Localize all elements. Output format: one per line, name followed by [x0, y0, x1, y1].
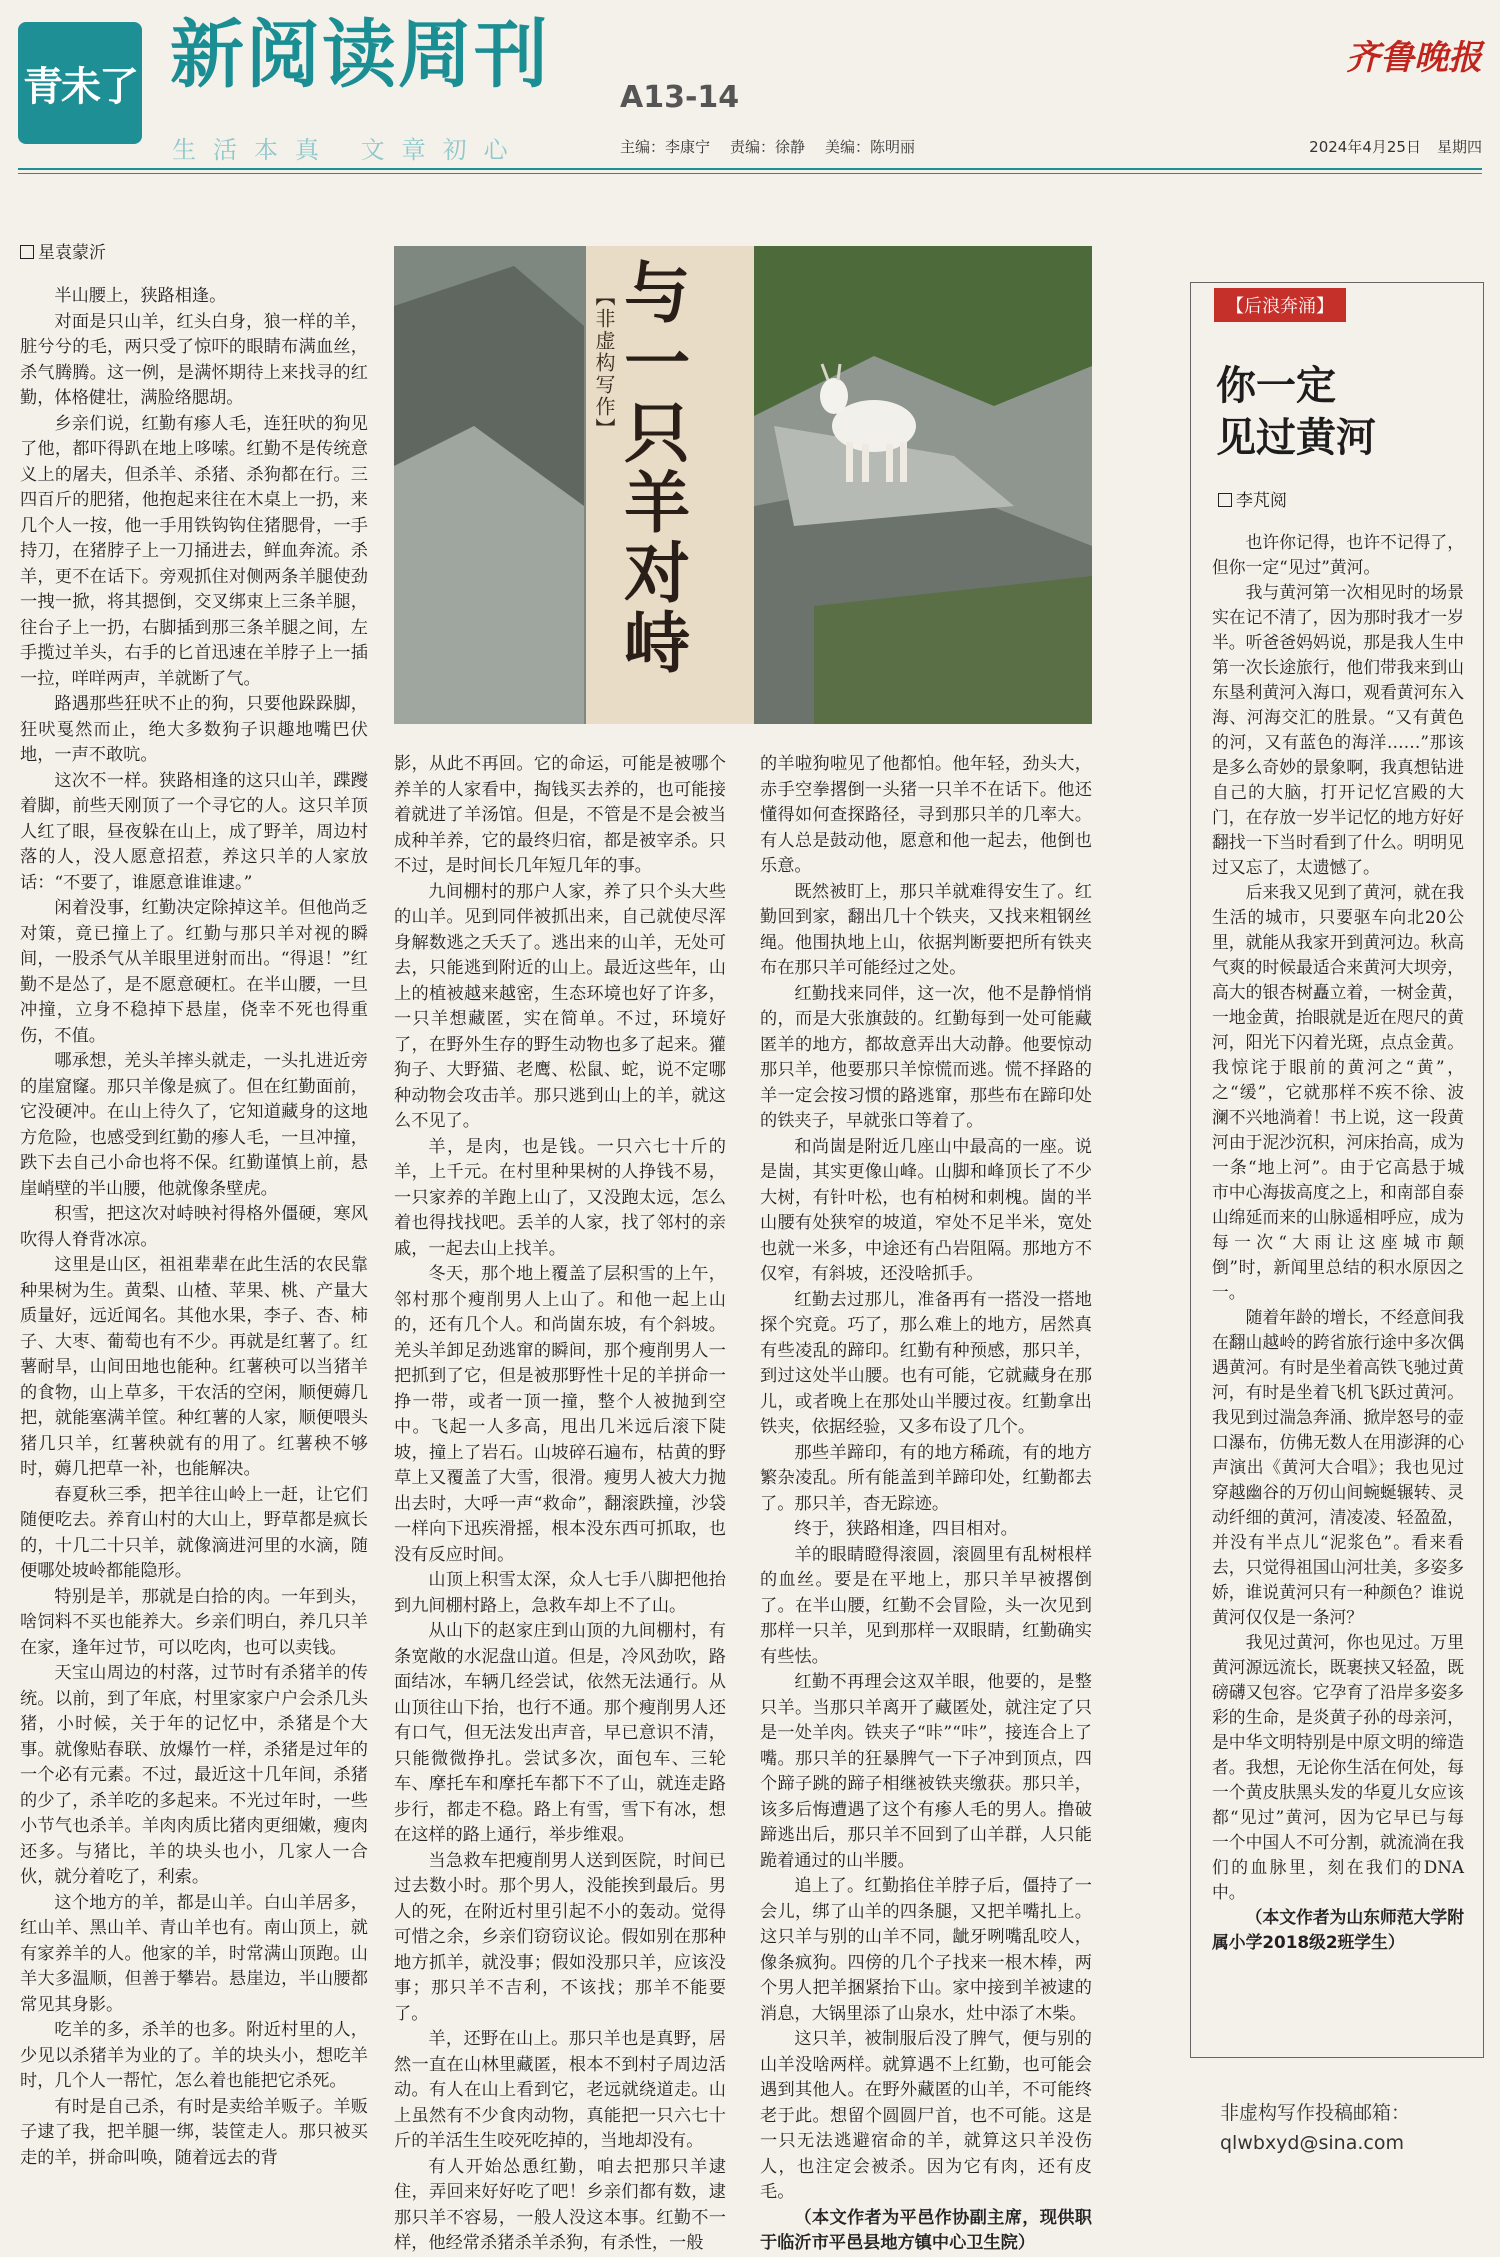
- main-column-1: [20, 284, 368, 2184]
- paragraph: 春夏秋三季，把羊往山岭上一赶，让它们随便吃去。养育山村的大山上，野草都是疯长的，十几二十只羊，就像滴进河里的水滴，随便哪处坡岭都能隐形。: [20, 1484, 368, 1581]
- brand-logo: 齐鲁晚报: [1346, 38, 1482, 78]
- credit-art-editor: 美编：陈明丽: [825, 138, 916, 156]
- paragraph: 我与黄河第一次相见时的场景实在记不清了，因为那时我才一岁半。听爸爸妈妈说，那是我人生中第一次长途旅行，他们带我来到山东垦利黄河入海口，观看黄河东入海、河海交汇的胜景。“又有黄色的河，又有蓝色的海洋……”那该是多么奇妙的景象啊，我真想钻进自己的大脑，打开记忆宫殿的大门，在存放一岁半记忆的地方好好翻找一下当时看到了什么。明明见过又忘了，太遗憾了。: [1212, 582, 1464, 877]
- credit-editor: 责编：徐静: [730, 138, 806, 156]
- paragraph: 对面是只山羊，红头白身，狼一样的羊，脏兮兮的毛，两只受了惊吓的眼睛布满血丝，杀气腾腾。这一例，是满怀期待上来找寻的红勤，体格健壮，满脸络腮胡。: [20, 311, 368, 408]
- issue-number: A13-14: [620, 80, 740, 115]
- paragraph: 追上了。红勤掐住羊脖子后，僵持了一会儿，绑了山羊的四条腿，又把羊嘴扎上。这只羊与别的山羊不同，龇牙咧嘴乱咬人，像条疯狗。四傍的几个子找来一根木棒，两个男人把羊捆紧抬下山。家中接到羊被逮的消息，大锅里添了山泉水，灶中添了木柴。: [760, 1876, 1092, 2024]
- header-rule-thin: [18, 173, 1482, 174]
- paragraph: 我见过黄河，你也见过。万里黄河源远流长，既裹挟又轻盈，既磅礴又包容。它孕育了沿岸多姿多彩的生命，是炎黄子孙的母亲河，是中华文明特别是中原文明的缔造者。我想，无论你生活在何处，每一个黄皮肤黑头发的华夏儿女应该都“见过”黄河，因为它早已与每一个中国人不可分割，就流淌在我们的血脉里，刻在我们的DNA中。: [1212, 1632, 1464, 1902]
- paragraph: 羊的眼睛瞪得滚圆，滚圆里有乱树根样的血丝。要是在平地上，那只羊早被撂倒了。在半山腰，红勤不会冒险，头一次见到那样一只羊，见到那样一双眼睛，红勤确实有些怯。: [760, 1544, 1092, 1667]
- logo: 青未了: [18, 22, 142, 144]
- paragraph: 当急救车把瘦削男人送到医院，时间已过去数小时。那个男人，没能挨到最后。男人的死，在附近村里引起不小的轰动。觉得可惜之余，乡亲们窃窃议论。假如别在那种地方抓羊，就没事；假如没那只羊，应该没事；那只羊不吉利，不该找；那羊不能要了。: [394, 1850, 726, 2024]
- paragraph: 羊，是肉，也是钱。一只六七十斤的羊，上千元。在村里种果树的人挣钱不易，一只家养的羊跑上山了，又没跑太远，怎么着也得找找吧。丢羊的人家，找了邻村的亲戚，一起去山上找羊。: [394, 1136, 726, 1259]
- submission-info: [1220, 2098, 1410, 2158]
- paragraph: 红勤去过那儿，准备再有一搭没一搭地探个究竟。巧了，那么难上的地方，居然真有些凌乱的蹄印。红勤有种预感，那只羊，到过这处半山腰。也有可能，它就藏身在那儿，或者晚上在那处山半腰过夜。红勤拿出铁夹，依据经验，又多布设了几个。: [760, 1289, 1092, 1437]
- paragraph: 后来我又见到了黄河，就在我生活的城市，只要驱车向北20公里，就能从我家开到黄河边。秋高气爽的时候最适合来黄河大坝旁，高大的银杏树矗立着，一树金黄，一地金黄，抬眼就是近在咫尺的黄河，阳光下闪着光斑，点点金黄。我惊诧于眼前的黄河之“黄”，之“缓”，它就那样不疾不徐、波澜不兴地淌着！书上说，这一段黄河由于泥沙沉积，河床抬高，成为一条“地上河”。由于它高悬于城市中心海拔高度之上，和南部自泰山绵延而来的山脉遥相呼应，成为每一次“大雨让这座城市颠倒”时，新闻里总结的积水原因之一。: [1212, 882, 1464, 1302]
- paragraph: 有人开始怂恿红勤，咱去把那只羊逮住，弄回来好好吃了吧！乡亲们都有数，逮那只羊不容易，一般人没这本事。红勤不一样，他经常杀猪杀羊杀狗，有杀性，一般: [394, 2156, 726, 2253]
- paragraph: 影，从此不再回。它的命运，可能是被哪个养羊的人家看中，掏钱买去养的，也可能接着就进了羊汤馆。但是，不管是不是会被当成种羊养，它的最终归宿，都是被宰杀。只不过，是时间长几年短几年的事。: [394, 754, 726, 876]
- main-author: 星袁蒙沂: [38, 243, 106, 263]
- paragraph: 红勤不再理会这双羊眼，他要的，是整只羊。当那只羊离开了藏匿处，就注定了只是一处羊肉。铁夹子“咔”“咔”，接连合上了嘴。那只羊的狂暴脾气一下子冲到顶点，四个蹄子跳的蹄子相继被铁夹缴获。那只羊，该多后悔遭遇了这个有瘆人毛的男人。撸破蹄逃出后，那只羊不回到了山羊群，人只能跪着通过的山半腰。: [760, 1672, 1092, 1871]
- paragraph: 也许你记得，也许不记得了，但你一定“见过”黄河。: [1212, 532, 1464, 577]
- main-byline: [20, 238, 106, 263]
- paragraph: 既然被盯上，那只羊就难得安生了。红勤回到家，翻出几十个铁夹，又找来粗钢丝绳。他围执地上山，依据判断要把所有铁夹布在那只羊可能经过之处。: [760, 881, 1092, 978]
- paragraph: 特别是羊，那就是白拾的肉。一年到头，啥饲料不买也能养大。乡亲们明白，养几只羊在家，逢年过节，可以吃肉，也可以卖钱。: [20, 1586, 368, 1658]
- paragraph: 路遇那些狂吠不止的狗，只要他跺跺脚，狂吠戛然而止，绝大多数狗子识趣地嘴巴伏地，一声不敢吭。: [20, 694, 368, 765]
- paragraph: 和尚崮是附近几座山中最高的一座。说是崮，其实更像山峰。山脚和峰顶长了不少大树，有针叶松，也有柏树和刺槐。崮的半山腰有处狭窄的坡道，窄处不足半米，宽处也就一米多，中途还有凸岩阻隔。那地方不仅窄，有斜坡，还没啥抓手。: [760, 1136, 1092, 1284]
- paragraph: 这个地方的羊，都是山羊。白山羊居多，红山羊、黑山羊、青山羊也有。南山顶上，就有家养羊的人。他家的羊，时常满山顶跑。山羊大多温顺，但善于攀岩。悬崖边，半山腰都常见其身影。: [20, 1892, 368, 2015]
- main-column-2: [394, 752, 726, 2253]
- paragraph: 积雪，把这次对峙映衬得格外僵硬，寒风吹得人脊背冰凉。: [20, 1204, 368, 1250]
- credit-chief-editor: 主编：李康宁: [620, 138, 711, 156]
- paragraph: 吃羊的多，杀羊的也多。附近村里的人，少见以杀猪羊为业的了。羊的块头小，想吃羊时，几个人一帮忙，怎么着也能把它杀死。: [20, 2020, 368, 2091]
- date-line: [1309, 136, 1482, 157]
- header-rule: [18, 168, 1482, 170]
- paragraph: 有时是自己杀，有时是卖给羊贩子。羊贩子逮了我，把羊腿一绑，装筐走人。那只被买走的羊，拼命叫唤，随着远去的背: [20, 2096, 368, 2168]
- paragraph: 这只羊，被制服后没了脾气，便与别的山羊没啥两样。就算遇不上红勤，也可能会遇到其他人。在野外藏匿的山羊，不可能终老于此。想留个圆圆尸首，也不可能。这是一只无法逃避宿命的羊，就算这只羊没伤人，也注定会被杀。因为它有肉，还有皮毛。: [760, 2029, 1092, 2202]
- main-column-3: [760, 752, 1092, 2253]
- side-headline-line1: 你一定: [1216, 363, 1336, 409]
- byline-square-icon: [20, 245, 34, 259]
- side-column-tag: 【后浪奔涌】: [1214, 288, 1346, 322]
- paragraph: 冬天，那个地上覆盖了层积雪的上午，邻村那个瘦削男人上山了。和他一起上山的，还有几个人。和尚崮东坡，有个斜坡。羌头羊卸足劲逃窜的瞬间，那个瘦削男人一把抓到了它，但是被那野性十足的羊拼命一挣一带，或者一顶一撞，整个人被抛到空中。飞起一人多高，甩出几米远后滚下陡坡，撞上了岩石。山坡碎石遍布，枯黄的野草上又覆盖了大雪，很滑。瘦男人被大力抛出去时，大呼一声“救命”，翻滚跌撞，沙袋一样向下迅疾滑摇，根本没东西可抓取，也没有反应时间。: [394, 1264, 726, 1565]
- paragraph: 羊，还野在山上。那只羊也是真野，居然一直在山林里藏匿，根本不到村子周边活动。有人在山上看到它，老远就绕道走。山上虽然有不少食肉动物，真能把一只六七十斤的羊活生生咬死吃掉的，当地却没有。: [394, 2029, 726, 2151]
- paragraph: 从山下的赵家庄到山顶的九间棚村，有条宽敞的水泥盘山道。但是，冷风劲吹，路面结冰，车辆几经尝试，依然无法通行。从山顶往山下抬，也行不通。那个瘦削男人还有口气，但无法发出声音，早已意识不清，只能微微挣扎。尝试多次，面包车、三轮车、摩托车和摩托车都下不了山，就连走路步行，都走不稳。路上有雪，雪下有冰，想在这样的路上通行，举步维艰。: [394, 1621, 726, 1845]
- submission-label: 非虚构写作投稿邮箱：: [1220, 2102, 1411, 2124]
- submission-email[interactable]: qlwbxyd@sina.com: [1220, 2132, 1404, 2154]
- side-byline: [1218, 486, 1287, 511]
- paragraph: 半山腰上，狭路相逢。: [54, 286, 227, 306]
- paragraph: 终于，狭路相逢，四目相对。: [794, 1519, 1018, 1539]
- author-note: （本文作者为山东师范大学附属小学2018级2班学生）: [1212, 1907, 1464, 1952]
- paragraph: 山顶上积雪太深，众人七手八脚把他抬到九间棚村路上，急救车却上不了山。: [394, 1570, 726, 1616]
- editor-credits: [620, 136, 915, 157]
- paragraph: 这次不一样。狭路相逢的这只山羊，蹀躞着脚，前些天刚顶了一个寻它的人。这只羊顶人红了眼，昼夜躲在山上，成了野羊，周边村落的人，没人愿意招惹，养这只羊的人家放话：“不要了，谁愿意谁谁逮。”: [20, 770, 368, 893]
- paragraph: 九间棚村的那户人家，养了只个头大些的山羊。见到同伴被抓出来，自己就使尽浑身解数逃之夭夭了。逃出来的山羊，无处可去，只能逃到附近的山上。最近这些年，山上的植被越来越密，生态环境也好了许多，一只羊想藏匿，实在简单。不过，环境好了，在野外生存的野生动物也多了起来。獾狗子、大野猫、老鹰、松鼠、蛇，说不定哪种动物会攻击羊。那只逃到山上的羊，就这么不见了。: [394, 881, 726, 1131]
- paragraph: 乡亲们说，红勤有瘆人毛，连狂吠的狗见了他，都吓得趴在地上哆嗦。红勤不是传统意义上的屠夫，但杀羊、杀猪、杀狗都在行。三四百斤的肥猪，他抱起来往在木桌上一扔，来几个人一按，他一手用铁钩钩住猪腮骨，一手持刀，在猪脖子上一刀捅进去，鲜血奔流。杀羊，更不在话下。旁观抓住对侧两条羊腿使劲一拽一掀，将其摁倒，交叉绑束上三条羊腿，往台子上一扔，右脚插到那三条羊腿之间，左手揽过羊头，右手的匕首迅速在羊脖子上一插一拉，咩咩两声，羊就断了气。: [20, 413, 368, 689]
- paragraph: 红勤找来同伴，这一次，他不是静悄悄的，而是大张旗鼓的。红勤每到一处可能藏匿羊的地方，都故意弄出大动静。他要惊动那只羊，他要那只羊惊慌而逃。慌不择路的羊一定会按习惯的路逃窜，那些布在蹄印处的铁夹子，早就张口等着了。: [760, 983, 1092, 1131]
- paragraph: 的羊啦狗啦见了他都怕。他年轻，劲头大，赤手空拳撂倒一头猪一只羊不在话下。他还懂得如何查探路径，寻到那只羊的几率大。有人总是鼓动他，愿意和他一起去，他倒也乐意。: [760, 754, 1092, 876]
- masthead-title: 新阅读周刊: [170, 12, 550, 98]
- side-author: 李芃阅: [1236, 491, 1287, 511]
- paragraph: 闲着没事，红勤决定除掉这羊。但他尚乏对策，竟已撞上了。红勤与那只羊对视的瞬间，一股杀气从羊眼里迸射而出。“得退！”红勤不是怂了，是不愿意硬杠。在半山腰，一旦冲撞，立身不稳掉下悬崖，侥幸不死也得重伤，不值。: [20, 898, 368, 1046]
- main-headline: 与一只羊对峙: [612, 258, 690, 678]
- article-type-tag: 【非虚构写作】: [592, 286, 616, 440]
- slogan: 生活本真 文章初心: [172, 136, 525, 164]
- paragraph: 天宝山周边的村落，过节时有杀猪羊的传统。以前，到了年底，村里家家户户会杀几头猪，小时候，关于年的记忆中，杀猪是个大事。就像贴春联、放爆竹一样，杀猪是过年的一个必有元素。不过，最近这十几年间，杀猪的少了，杀羊吃的多起来。不光过年时，一些小节气也杀羊。羊肉肉质比猪肉更细嫩，瘦肉还多。与猪比，羊的块头也小，几家人一合伙，就分着吃了，利索。: [20, 1663, 368, 1887]
- side-headline: [1216, 360, 1376, 464]
- issue-date: 2024年4月25日: [1309, 138, 1421, 156]
- paragraph: 哪承想，羌头羊摔头就走，一头扎进近旁的崖窟窿。那只羊像是疯了。但在红勤面前，它没硬冲。在山上待久了，它知道藏身的这地方危险，也感受到红勤的瘆人毛，一旦冲撞，跌下去自己小命也将不保。红勤谨慎上前，悬崖峭壁的半山腰，他就像条壁虎。: [20, 1051, 368, 1199]
- byline-square-icon: [1218, 493, 1232, 507]
- issue-weekday: 星期四: [1436, 138, 1482, 156]
- paragraph: 这里是山区，祖祖辈辈在此生活的农民靠种果树为生。黄梨、山楂、苹果、桃、产量大质量好，远近闻名。其他水果，李子、杏、柿子、大枣、葡萄也有不少。再就是红薯了。红薯耐旱，山间田地也能种。红薯秧可以当猪羊的食物，山上草多，干农活的空闲，顺便薅几把，就能塞满羊筐。种红薯的人家，顺便喂头猪几只羊，红薯秧就有的用了。红薯秧不够时，薅几把草一补，也能解决。: [20, 1255, 368, 1479]
- author-note: （本文作者为平邑作协副主席，现供职于临沂市平邑县地方镇中心卫生院）: [760, 2207, 1092, 2253]
- paragraph: 随着年龄的增长，不经意间我在翻山越岭的跨省旅行途中多次偶遇黄河。有时是坐着高铁飞驰过黄河，有时是坐着飞机飞跃过黄河。我见到过湍急奔涌、掀岸怒号的壶口瀑布，仿佛无数人在用澎湃的心声演出《黄河大合唱》；我也见过穿越幽谷的万仞山间蜿蜒辗转、灵动纤细的黄河，清凌凌、轻盈盈，并没有半点儿“泥浆色”。看来看去，只觉得祖国山河壮美，多姿多娇，谁说黄河只有一种颜色？谁说黄河仅仅是一条河？: [1212, 1307, 1464, 1627]
- side-body: [1212, 530, 1464, 2050]
- paragraph: 那些羊蹄印，有的地方稀疏，有的地方繁杂凌乱。所有能盖到羊蹄印处，红勤都去了。那只羊，杳无踪迹。: [760, 1442, 1092, 1514]
- side-headline-line2: 见过黄河: [1216, 415, 1376, 461]
